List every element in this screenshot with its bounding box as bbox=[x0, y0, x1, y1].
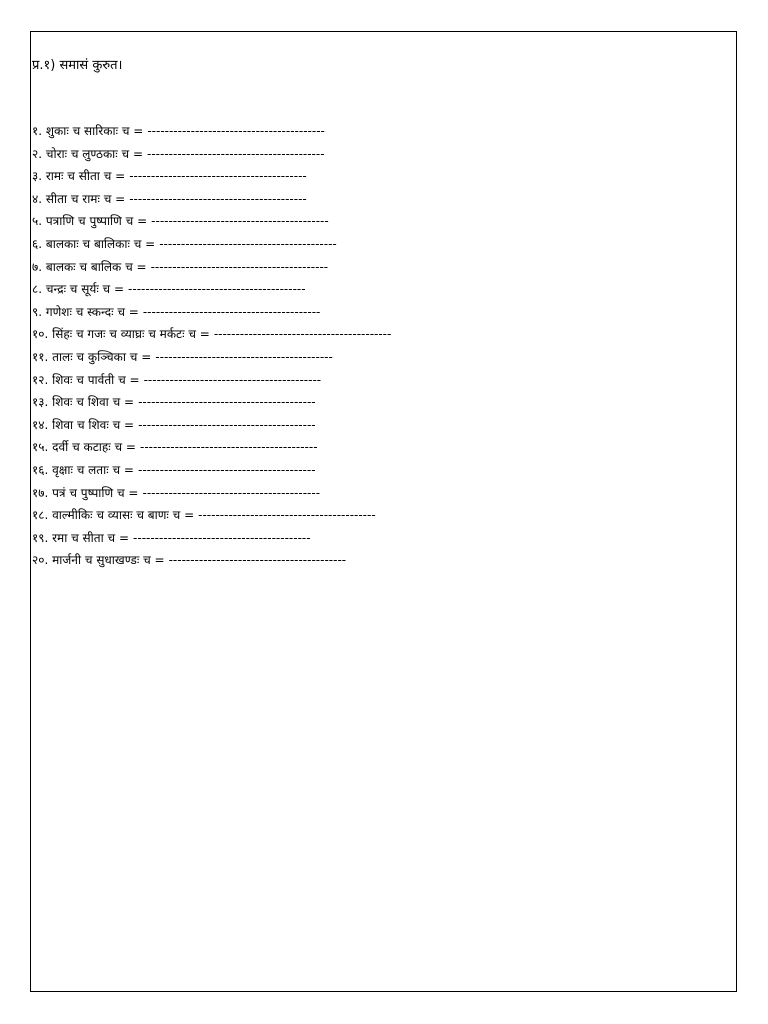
list-item bbox=[32, 436, 391, 459]
item-label: ३. रामः च सीता च = bbox=[32, 169, 126, 184]
item-label: ९. गणेशः च स्कन्दः च = bbox=[32, 304, 139, 319]
item-label: १५. दर्वी च कटाहः च = bbox=[32, 440, 136, 455]
item-label: ११. तालः च कुञ्चिका च = bbox=[32, 349, 152, 364]
list-item bbox=[32, 391, 391, 414]
list-item bbox=[32, 256, 391, 279]
list-item bbox=[32, 301, 391, 324]
list-item bbox=[32, 527, 391, 550]
item-label: २. चोराः च लुण्ठकाः च = bbox=[32, 146, 144, 161]
answer-blank: ----------------------------------------- bbox=[129, 169, 307, 184]
list-item bbox=[32, 188, 391, 211]
item-label: ४. सीता च रामः च = bbox=[32, 191, 126, 206]
item-label: ८. चन्द्रः च सूर्यः च = bbox=[32, 282, 125, 297]
answer-blank: ----------------------------------------- bbox=[133, 530, 311, 545]
list-item bbox=[32, 482, 391, 505]
item-label: १२. शिवः च पार्वती च = bbox=[32, 372, 140, 387]
item-label: २०. मार्जनी च सुधाखण्डः च = bbox=[32, 553, 165, 568]
list-item bbox=[32, 459, 391, 482]
answer-blank: ----------------------------------------- bbox=[129, 191, 307, 206]
answer-blank: ----------------------------------------- bbox=[155, 349, 333, 364]
list-item bbox=[32, 143, 391, 166]
list-item bbox=[32, 504, 391, 527]
question-heading: प्र.१) समासं कुरुत। bbox=[32, 58, 123, 73]
list-item bbox=[32, 120, 391, 143]
answer-blank: ----------------------------------------- bbox=[147, 124, 325, 138]
item-label: १८. वाल्मीकिः च व्यासः च बाणः च = bbox=[32, 508, 195, 523]
answer-blank: ----------------------------------------- bbox=[213, 327, 392, 342]
item-label: १४. शिवा च शिवः च = bbox=[32, 417, 135, 432]
answer-blank: ----------------------------------------- bbox=[142, 485, 321, 500]
answer-blank: ----------------------------------------- bbox=[139, 440, 318, 455]
item-label: १९. रमा च सीता च = bbox=[32, 530, 130, 545]
item-label: १. शुकाः च सारिकाः च = bbox=[32, 124, 144, 138]
list-item bbox=[32, 165, 391, 188]
item-label: १०. सिंहः च गजः च व्याघ्रः च मर्कटः च = bbox=[32, 327, 210, 342]
answer-blank: ----------------------------------------- bbox=[159, 236, 337, 251]
list-item bbox=[32, 233, 391, 256]
answer-blank: ----------------------------------------- bbox=[198, 508, 376, 523]
list-item bbox=[32, 414, 391, 437]
list-item bbox=[32, 549, 391, 572]
answer-blank: ----------------------------------------- bbox=[150, 259, 329, 274]
item-label: १३. शिवः च शिवा च = bbox=[32, 395, 135, 410]
answer-blank: ----------------------------------------- bbox=[168, 553, 347, 568]
answer-blank: ----------------------------------------- bbox=[128, 282, 306, 297]
item-label: ६. बालकाः च बालिकाः च = bbox=[32, 236, 156, 251]
answer-blank: ----------------------------------------- bbox=[143, 372, 322, 387]
list-item bbox=[32, 369, 391, 392]
item-label: १७. पत्रं च पुष्पाणि च = bbox=[32, 485, 139, 500]
answer-blank: ----------------------------------------- bbox=[138, 417, 316, 432]
list-item bbox=[32, 346, 391, 369]
answer-blank: ----------------------------------------- bbox=[147, 146, 325, 161]
item-label: १६. वृक्षाः च लताः च = bbox=[32, 462, 134, 477]
list-item bbox=[32, 210, 391, 233]
exercise-list bbox=[32, 120, 391, 572]
list-item bbox=[32, 323, 391, 346]
item-label: ५. पत्राणि च पुष्पाणि च = bbox=[32, 214, 148, 229]
answer-blank: ----------------------------------------- bbox=[151, 214, 329, 229]
answer-blank: ----------------------------------------- bbox=[138, 395, 316, 410]
answer-blank: ----------------------------------------- bbox=[137, 462, 316, 477]
list-item bbox=[32, 278, 391, 301]
answer-blank: ----------------------------------------- bbox=[142, 304, 321, 319]
item-label: ७. बालकः च बालिक च = bbox=[32, 259, 147, 274]
